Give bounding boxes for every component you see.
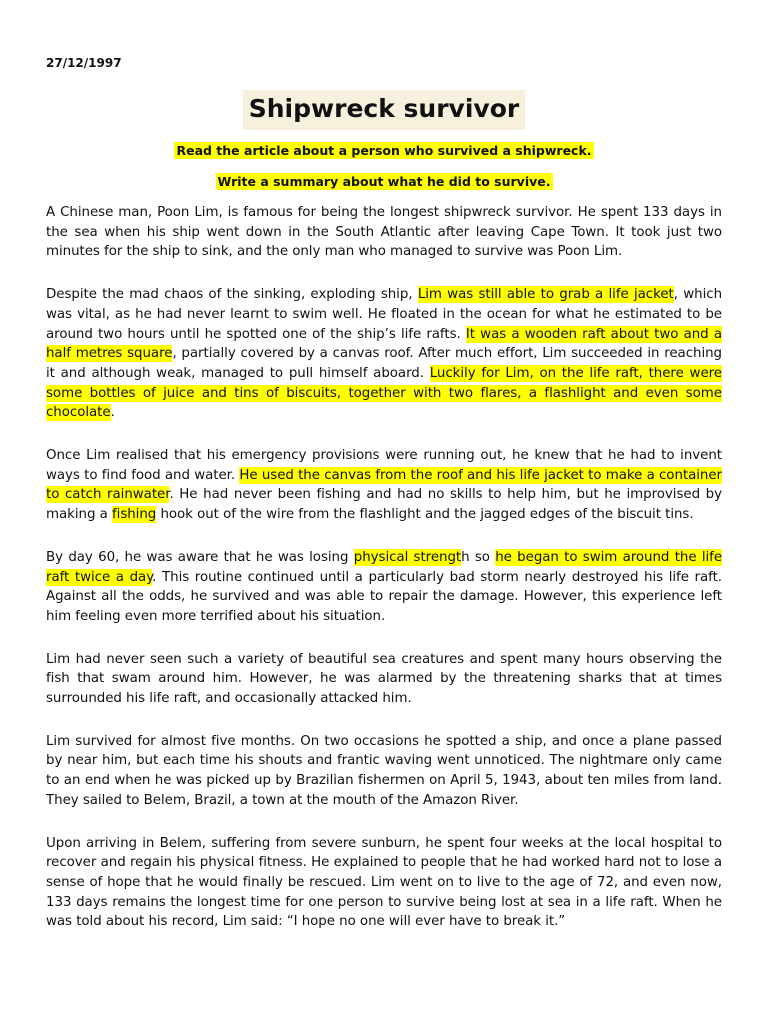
highlighted-text: he began to swim around the life raft twice a day [46, 549, 723, 585]
paragraph-text: Lim survived for almost five months. On two occasions he spotted a ship, and once a plane passed by near him, but each time his shouts and frantic waving went unnoticed. The nightmare only came to an end when he was picked up by Brazilian fishermen on April 5, 1943, about ten miles from land. They sailed to Belem, Brazil, a town at the mouth of the Amazon River. [46, 733, 722, 808]
paragraph-text: . This routine continued until a particularly bad storm nearly destroyed his life raft. Against all the odds, he survived and was able to repair the damage. However, this experience left him feeling even more terrified about his situation. [46, 569, 722, 624]
article-paragraph [46, 203, 722, 262]
highlighted-text: Lim was still able to grab a life jacket [417, 287, 674, 303]
paragraph-text: hook out of the wire from the flashlight and the jagged edges of the biscuit tins. [156, 507, 694, 523]
document-title: Shipwreck survivor [243, 90, 525, 130]
paragraph-text: Once Lim realised that his emergency provisions were running out, he knew that he had to invent ways to find food and water. [46, 448, 722, 483]
paragraph-text: . He had never been fishing and had no skills to help him, but he improvised by making a [46, 487, 722, 523]
highlighted-text: Luckily for Lim, on the life raft, there were some bottles of juice and tins of biscuits, together with two flares, a flashlight and even some chocolate [46, 365, 722, 421]
paragraph-text: , partially covered by a canvas roof. After much effort, Lim succeeded in reaching it and although weak, managed to pull himself aboard. [46, 346, 722, 381]
title-container [46, 90, 722, 130]
instruction-write-text: Write a summary about what he did to survive. [217, 174, 551, 189]
highlighted-text: He used the canvas from the roof and his life jacket to make a container to catch rainwater [46, 467, 722, 503]
paragraph-text: By day 60, he was aware that he was losing [46, 549, 354, 565]
article-paragraph [46, 834, 722, 933]
instruction-read-text: Read the article about a person who survived a shipwreck. [176, 143, 592, 158]
paragraph-text: h so [461, 549, 496, 565]
highlighted-text: It was a wooden raft about two and a half metres square [46, 326, 722, 362]
article-paragraph [46, 548, 722, 627]
instruction-read [46, 142, 722, 160]
paragraph-text: Upon arriving in Belem, suffering from severe sunburn, he spent four weeks at the local hospital to recover and regain his physical fitness. He explained to people that he had worked hard not to lose a sense of hope that he would finally be rescued. Lim went on to live to the age of 72, and even now, 133 days remains the longest time for one person to survive being lost at sea in a life raft. When he was told about his record, Lim said: “I hope no one will ever have to break it.” [46, 835, 722, 930]
highlighted-text: fishing [111, 507, 157, 523]
article-paragraph [46, 446, 722, 525]
article-body [46, 203, 722, 932]
paragraph-text: , which was vital, as he had never learnt to swim well. He floated in the ocean for what he estimated to be around two hours until he spotted one of the ship’s life rafts. [46, 287, 723, 342]
instruction-write [46, 173, 722, 191]
article-paragraph [46, 732, 722, 811]
article-paragraph [46, 650, 722, 709]
document-date: 27/12/1997 [46, 56, 122, 70]
paragraph-text: Lim had never seen such a variety of beautiful sea creatures and spent many hours observing the fish that swam around him. However, he was alarmed by the threatening sharks that at times surrounded his life raft, and occasionally attacked him. [46, 651, 722, 707]
paragraph-text: Despite the mad chaos of the sinking, exploding ship, [46, 287, 418, 303]
highlighted-text: physical strengt [353, 549, 462, 565]
article-paragraph [46, 285, 722, 423]
paragraph-text: . [110, 405, 115, 421]
paragraph-text: A Chinese man, Poon Lim, is famous for being the longest shipwreck survivor. He spent 133 days in the sea when his ship went down in the South Atlantic after leaving Cape Town. It took just two minutes for the ship to sink, and the only man who managed to survive was Poon Lim. [46, 205, 722, 260]
